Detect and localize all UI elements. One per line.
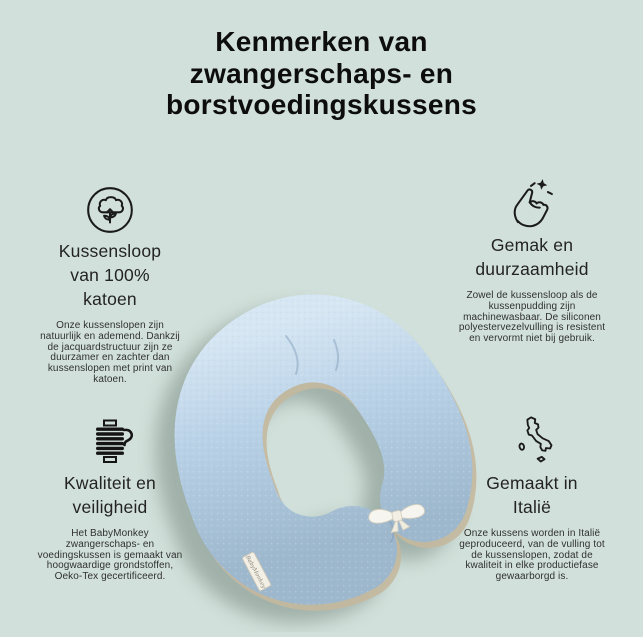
feature-made-in-italy: [450, 416, 614, 583]
italy-map-icon: [506, 416, 558, 468]
feature-heading: Kwaliteit en veiligheid: [64, 473, 156, 517]
feature-heading: Kussensloop van 100% katoen: [58, 241, 162, 309]
page-title: [0, 26, 643, 121]
feature-body: Zowel de kussensloop als de kussenpudding zijn machinewasbaar. De siliconen polyestervezelvulling is resistent en vervormt niet bij gebruik.: [458, 289, 606, 345]
page-title-line-2: zwangerschaps- en: [189, 57, 454, 89]
feature-heading: Gemaakt in Italië: [486, 473, 578, 517]
cotton-flower-icon: [84, 184, 136, 236]
feature-pillowcase-cotton: [30, 184, 190, 386]
feature-quality-safety: [30, 416, 190, 583]
feature-heading: Gemak en duurzaamheid: [475, 235, 589, 279]
snap-fingers-icon: [506, 178, 558, 230]
pillow-illustration: [138, 266, 500, 632]
product-photo-nursing-pillow: [138, 266, 500, 632]
feature-ease-durability: [448, 178, 616, 345]
feature-body: Het BabyMonkey zwangerschaps- en voedingskussen is gemaakt van hoogwaardige grondstoffen, Oeko-Tex gecertificeerd.: [37, 527, 183, 583]
brand-tag-label: BabyMonkey: [244, 554, 267, 590]
feature-body: Onze kussens worden in Italië geproduceerd, van de vulling tot de kussenslopen, zodat de kwaliteit in elke productiefase gewaarborgd is.: [459, 527, 605, 583]
thread-spool-icon: [86, 416, 134, 468]
page-title-line-3: borstvoedingskussens: [166, 89, 477, 121]
page-title-line-1: Kenmerken van: [215, 26, 428, 57]
feature-body: Onze kussenslopen zijn natuurlijk en ademend. Dankzij de jacquardstructuur zijn ze duurzamer en zachter dan kussenslopen met print van katoen.: [40, 319, 180, 385]
